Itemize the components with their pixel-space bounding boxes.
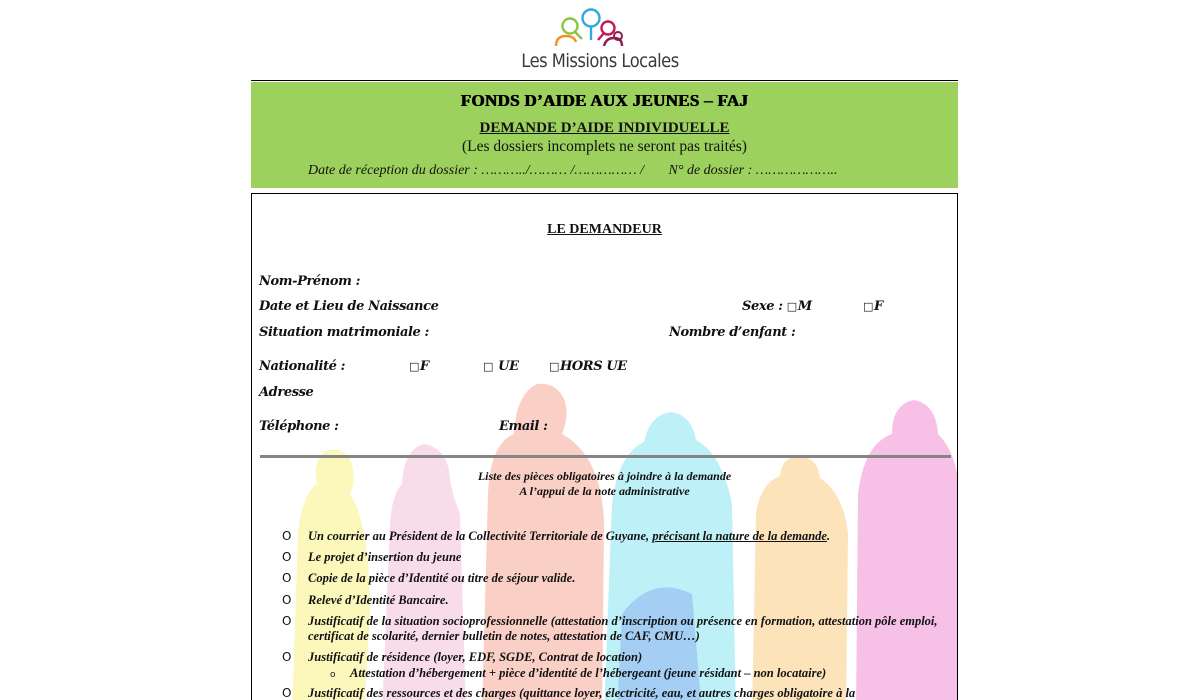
nationalite-option-hors-ue: □HORS UE [549, 359, 627, 374]
document-title: FONDS D’AIDE AUX JEUNES – FAJ [460, 91, 749, 110]
sexe-option-m: M [797, 299, 812, 314]
applicant-form [251, 193, 958, 700]
required-document-item: O Relevé d’Identité Bancaire. [282, 593, 449, 607]
sexe-option-f-group [863, 299, 883, 314]
circle-bullet-icon: O [282, 529, 292, 543]
required-document-item: O Justificatif des ressources et des charges (quittance loyer, électricité, eau, et autres charges obligatoire à la [282, 686, 856, 700]
logo-text: Les Missions Locales [521, 50, 679, 72]
sexe-option-f: F [874, 299, 883, 314]
adresse-label: Adresse [259, 385, 314, 400]
circle-bullet-icon: O [282, 550, 292, 564]
nom-prenom-label: Nom-Prénom : [259, 274, 361, 289]
nombre-enfant-label: Nombre d’enfant : [669, 325, 796, 340]
checkbox-nat-ue-icon[interactable]: □ [483, 360, 493, 373]
email-label: Email : [499, 419, 548, 434]
incomplete-note: (Les dossiers incomplets ne seront pas traités) [462, 138, 747, 155]
checkbox-f-icon[interactable]: □ [863, 300, 873, 313]
circle-bullet-icon: O [282, 571, 292, 585]
required-document-item: O Le projet d’insertion du jeune [282, 550, 462, 564]
required-documents-title: Liste des pièces obligatoires à joindre à la demande A l’appui de la note administrative [477, 469, 732, 498]
sexe-label: Sexe : □M [742, 299, 812, 314]
section-divider [260, 455, 951, 458]
small-circle-bullet-icon: o [330, 670, 336, 680]
checkbox-nat-f-icon[interactable]: □ [409, 360, 419, 373]
people-magnifier-logo-icon [548, 6, 652, 50]
telephone-label: Téléphone : [259, 419, 339, 434]
required-document-item: O Copie de la pièce d’Identité ou titre de séjour valide. [282, 571, 576, 585]
section-title: LE DEMANDEUR [547, 222, 662, 237]
checkbox-nat-hors-ue-icon[interactable]: □ [549, 360, 559, 373]
header-band [251, 82, 958, 188]
required-document-item: O Justificatif de la situation socioprofessionnelle (attestation d’inscription ou présence en formation, attestation pôle emploi, certificat de scolarité, dernier bulletin de notes, attestation de CAF, CMU…) [282, 614, 938, 643]
circle-bullet-icon: O [282, 593, 292, 607]
circle-bullet-icon: O [282, 614, 292, 628]
reception-date-field[interactable]: Date de réception du dossier : ………../……… /…………… / N° de dossier : ……………….. [308, 163, 838, 178]
missions-locales-logo [500, 4, 700, 76]
nationalite-option-f: □F [409, 359, 429, 374]
required-document-subitem: o Attestation d’hébergement + pièce d’identité de l’hébergeant (jeune résidant – non locataire) [330, 666, 950, 681]
top-rule [251, 80, 958, 81]
required-document-item: O Justificatif de résidence (loyer, EDF, SGDE, Contrat de location) [282, 650, 643, 664]
date-lieu-naissance-label: Date et Lieu de Naissance [259, 299, 439, 314]
document-subtitle: DEMANDE D’AIDE INDIVIDUELLE [479, 120, 730, 136]
situation-matrimoniale-label: Situation matrimoniale : [259, 325, 429, 340]
circle-bullet-icon: O [282, 686, 292, 700]
nationalite-label: Nationalité : [259, 359, 346, 374]
required-document-item: O Un courrier au Président de la Collectivité Territoriale de Guyane, précisant la nature de la demande. [282, 529, 831, 543]
nationalite-option-ue: □ UE [483, 359, 519, 374]
circle-bullet-icon: O [282, 650, 292, 664]
checkbox-m-icon[interactable]: □ [786, 300, 797, 313]
